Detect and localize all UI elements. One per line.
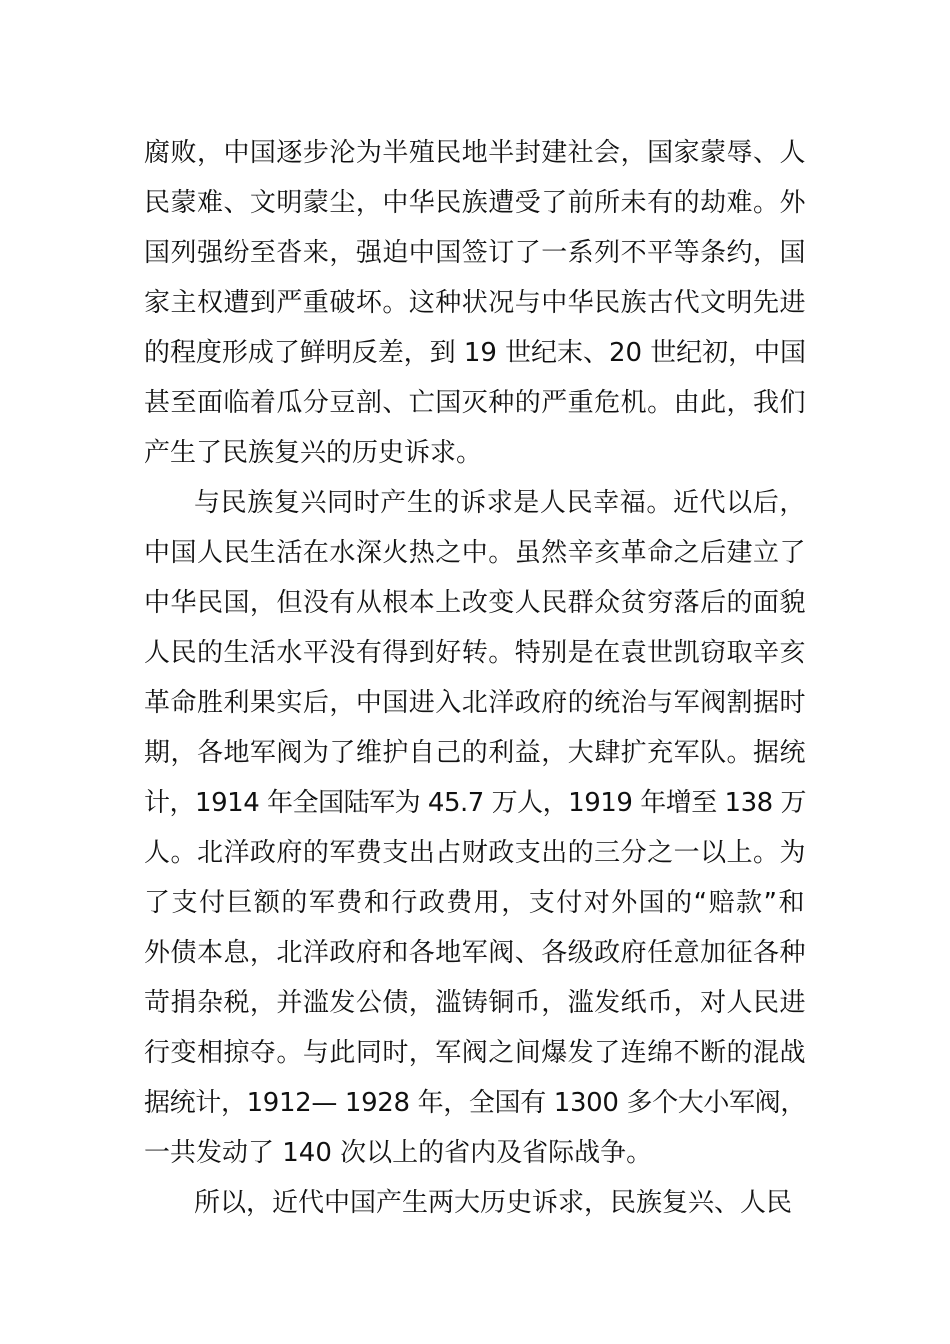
text-line: 产生了民族复兴的历史诉求。 bbox=[144, 438, 483, 468]
text-line: 期，各地军阀为了维护自己的利益，大肆扩充军队。据统 bbox=[144, 738, 806, 768]
text-line: 一共发动了 140 次以上的省内及省际战争。 bbox=[144, 1138, 653, 1168]
text-line: 民蒙难、文明蒙尘，中华民族遭受了前所未有的劫难。外 bbox=[144, 188, 806, 218]
body-text bbox=[144, 128, 824, 1228]
paragraph bbox=[144, 478, 824, 1178]
text-line: 据统计，1912— 1928 年，全国有 1300 多个大小军阀， bbox=[144, 1088, 806, 1118]
text-line: 行变相掠夺。与此同时，军阀之间爆发了连绵不断的混战 bbox=[144, 1038, 806, 1068]
text-line: 人民的生活水平没有得到好转。特别是在袁世凯窃取辛亥 bbox=[144, 638, 806, 668]
text-line: 人。北洋政府的军费支出占财政支出的三分之一以上。为 bbox=[144, 838, 806, 868]
paragraph bbox=[144, 128, 824, 478]
text-line: 中国人民生活在水深火热之中。虽然辛亥革命之后建立了 bbox=[144, 538, 806, 568]
text-line: 苛捐杂税，并滥发公债，滥铸铜币，滥发纸币，对人民进 bbox=[144, 988, 806, 1018]
paragraph bbox=[144, 1178, 824, 1228]
text-line: 计，1914 年全国陆军为 45.7 万人，1919 年增至 138 万 bbox=[144, 788, 806, 818]
text-line: 了支付巨额的军费和行政费用，支付对外国的“赔款”和 bbox=[144, 888, 806, 918]
text-line: 家主权遭到严重破坏。这种状况与中华民族古代文明先进 bbox=[144, 288, 806, 318]
text-line: 与民族复兴同时产生的诉求是人民幸福。近代以后， bbox=[194, 488, 806, 518]
text-line: 的程度形成了鲜明反差，到 19 世纪末、20 世纪初，中国 bbox=[144, 338, 806, 368]
text-line: 革命胜利果实后，中国进入北洋政府的统治与军阀割据时 bbox=[144, 688, 806, 718]
text-line: 甚至面临着瓜分豆剖、亡国灭种的严重危机。由此，我们 bbox=[144, 388, 806, 418]
text-line: 所以，近代中国产生两大历史诉求，民族复兴、人民 bbox=[194, 1188, 793, 1218]
text-line: 国列强纷至沓来，强迫中国签订了一系列不平等条约，国 bbox=[144, 238, 806, 268]
text-line: 腐败，中国逐步沦为半殖民地半封建社会，国家蒙辱、人 bbox=[144, 138, 806, 168]
text-line: 中华民国，但没有从根本上改变人民群众贫穷落后的面貌 bbox=[144, 588, 806, 618]
text-line: 外债本息，北洋政府和各地军阀、各级政府任意加征各种 bbox=[144, 938, 806, 968]
